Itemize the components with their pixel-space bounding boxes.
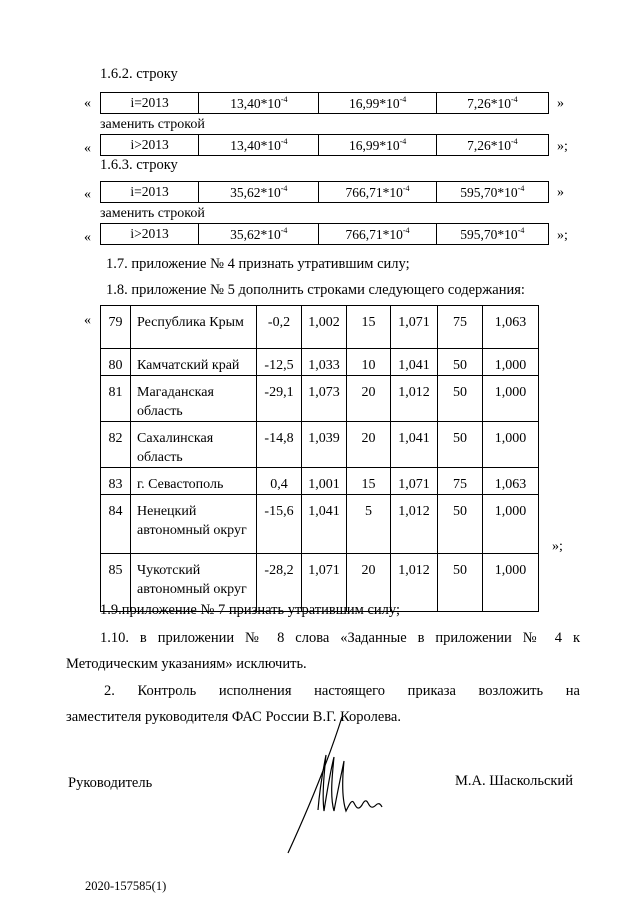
value-cell: 50 xyxy=(438,422,483,468)
value-cell: 1,000 xyxy=(483,349,539,376)
signatory-title: Руководитель xyxy=(68,775,153,791)
item-1-7: 1.7. приложение № 4 признать утратившим силу; xyxy=(106,256,410,272)
cell-coef: $766,71*10^{-4}$ xyxy=(319,224,436,245)
region-name-cell: г. Севастополь xyxy=(131,468,257,495)
section-162-heading: 1.6.2. строку xyxy=(100,66,178,82)
cell-coef: $16,99*10^{-4}$ xyxy=(319,93,436,114)
value-cell: 1,000 xyxy=(483,554,539,612)
region-name-cell: Сахалинская область xyxy=(131,422,257,468)
value-cell: 5 xyxy=(347,495,391,554)
value-cell: -15,6 xyxy=(257,495,302,554)
value-cell: 1,071 xyxy=(302,554,347,612)
value-cell: 75 xyxy=(438,468,483,495)
value-cell: -0,2 xyxy=(257,306,302,349)
value-cell: 1,071 xyxy=(391,468,438,495)
replace-label: заменить строкой xyxy=(100,206,205,221)
cell-coef: $595,70*10^{-4}$ xyxy=(436,224,548,245)
document-number: 2020-157585(1) xyxy=(85,879,167,893)
close-quote: »; xyxy=(552,539,563,554)
value-cell: 20 xyxy=(347,422,391,468)
table-row xyxy=(101,422,539,468)
value-cell: 1,071 xyxy=(391,306,438,349)
cell-coef: $595,70*10^{-4}$ xyxy=(436,182,548,203)
cell-coef: $35,62*10^{-4}$ xyxy=(199,224,319,245)
value-cell: 1,063 xyxy=(483,306,539,349)
value-cell: -12,5 xyxy=(257,349,302,376)
item-1-10-line1: 1.10. в приложении № 8 слова «Заданные в приложении № 4 к xyxy=(100,630,580,646)
row-number-cell: 82 xyxy=(101,422,131,468)
item-2-line2: заместителя руководителя ФАС России В.Г. Королева. xyxy=(66,709,401,725)
value-cell: -29,1 xyxy=(257,376,302,422)
value-cell: 1,012 xyxy=(391,376,438,422)
value-cell: 20 xyxy=(347,554,391,612)
value-cell: 1,039 xyxy=(302,422,347,468)
open-quote: « xyxy=(84,141,91,156)
value-cell: 20 xyxy=(347,376,391,422)
close-quote: » xyxy=(557,96,564,111)
cell-coef: $7,26*10^{-4}$ xyxy=(436,135,548,156)
region-name-cell: Камчатский край xyxy=(131,349,257,376)
cell-coef: $13,40*10^{-4}$ xyxy=(199,135,319,156)
cell-coef: $766,71*10^{-4}$ xyxy=(319,182,436,203)
table-row xyxy=(101,306,539,349)
value-cell: 75 xyxy=(438,306,483,349)
cell-coef: $13,40*10^{-4}$ xyxy=(199,93,319,114)
value-cell: 0,4 xyxy=(257,468,302,495)
value-cell: 1,000 xyxy=(483,495,539,554)
value-cell: 10 xyxy=(347,349,391,376)
value-cell: 1,001 xyxy=(302,468,347,495)
row-number-cell: 79 xyxy=(101,306,131,349)
cell-index: i=2013 xyxy=(101,182,199,203)
value-cell: 15 xyxy=(347,468,391,495)
region-name-cell: Чукотский автономный округ xyxy=(131,554,257,612)
table-row xyxy=(101,468,539,495)
cell-index: i=2013 xyxy=(101,93,199,114)
coef-row-table xyxy=(100,181,549,203)
coef-row-table xyxy=(100,223,549,245)
row-number-cell: 80 xyxy=(101,349,131,376)
table-row xyxy=(101,495,539,554)
value-cell: 1,002 xyxy=(302,306,347,349)
handwritten-signature xyxy=(280,715,390,855)
value-cell: 50 xyxy=(438,554,483,612)
open-quote: « xyxy=(84,187,91,202)
region-name-cell: Ненецкий автономный округ xyxy=(131,495,257,554)
value-cell: 1,041 xyxy=(391,422,438,468)
item-1-8: 1.8. приложение № 5 дополнить строками следующего содержания: xyxy=(106,282,525,298)
table-row xyxy=(101,376,539,422)
row-number-cell: 85 xyxy=(101,554,131,612)
coef-row-table xyxy=(100,92,549,114)
open-quote: « xyxy=(84,96,91,111)
replace-label: заменить строкой xyxy=(100,117,205,132)
row-number-cell: 84 xyxy=(101,495,131,554)
item-1-10-line2: Методическим указаниям» исключить. xyxy=(66,656,307,672)
row-number-cell: 83 xyxy=(101,468,131,495)
value-cell: 1,012 xyxy=(391,554,438,612)
region-name-cell: Магаданская область xyxy=(131,376,257,422)
table-row xyxy=(101,349,539,376)
cell-index: i>2013 xyxy=(101,224,199,245)
coef-row-table xyxy=(100,134,549,156)
cell-index: i>2013 xyxy=(101,135,199,156)
value-cell: 15 xyxy=(347,306,391,349)
item-2-line1: 2. Контроль исполнения настоящего приказа возложить на xyxy=(104,683,580,699)
value-cell: 1,041 xyxy=(302,495,347,554)
cell-coef: $16,99*10^{-4}$ xyxy=(319,135,436,156)
cell-coef: $35,62*10^{-4}$ xyxy=(199,182,319,203)
value-cell: 1,000 xyxy=(483,422,539,468)
value-cell: 50 xyxy=(438,349,483,376)
value-cell: 50 xyxy=(438,495,483,554)
open-quote: « xyxy=(84,313,91,328)
value-cell: 50 xyxy=(438,376,483,422)
close-quote: » xyxy=(557,185,564,200)
value-cell: 1,041 xyxy=(391,349,438,376)
close-quote: »; xyxy=(557,139,568,154)
value-cell: -28,2 xyxy=(257,554,302,612)
item-1-9: 1.9.приложение № 7 признать утратившим силу; xyxy=(100,602,400,618)
row-number-cell: 81 xyxy=(101,376,131,422)
open-quote: « xyxy=(84,230,91,245)
value-cell: 1,033 xyxy=(302,349,347,376)
value-cell: 1,063 xyxy=(483,468,539,495)
value-cell: 1,000 xyxy=(483,376,539,422)
value-cell: 1,012 xyxy=(391,495,438,554)
regions-table xyxy=(100,305,539,612)
close-quote: »; xyxy=(557,228,568,243)
value-cell: 1,073 xyxy=(302,376,347,422)
cell-coef: $7,26*10^{-4}$ xyxy=(436,93,548,114)
region-name-cell: Республика Крым xyxy=(131,306,257,349)
section-163-heading: 1.6.3. строку xyxy=(100,157,178,173)
value-cell: -14,8 xyxy=(257,422,302,468)
signatory-name: М.А. Шаскольский xyxy=(455,773,573,789)
